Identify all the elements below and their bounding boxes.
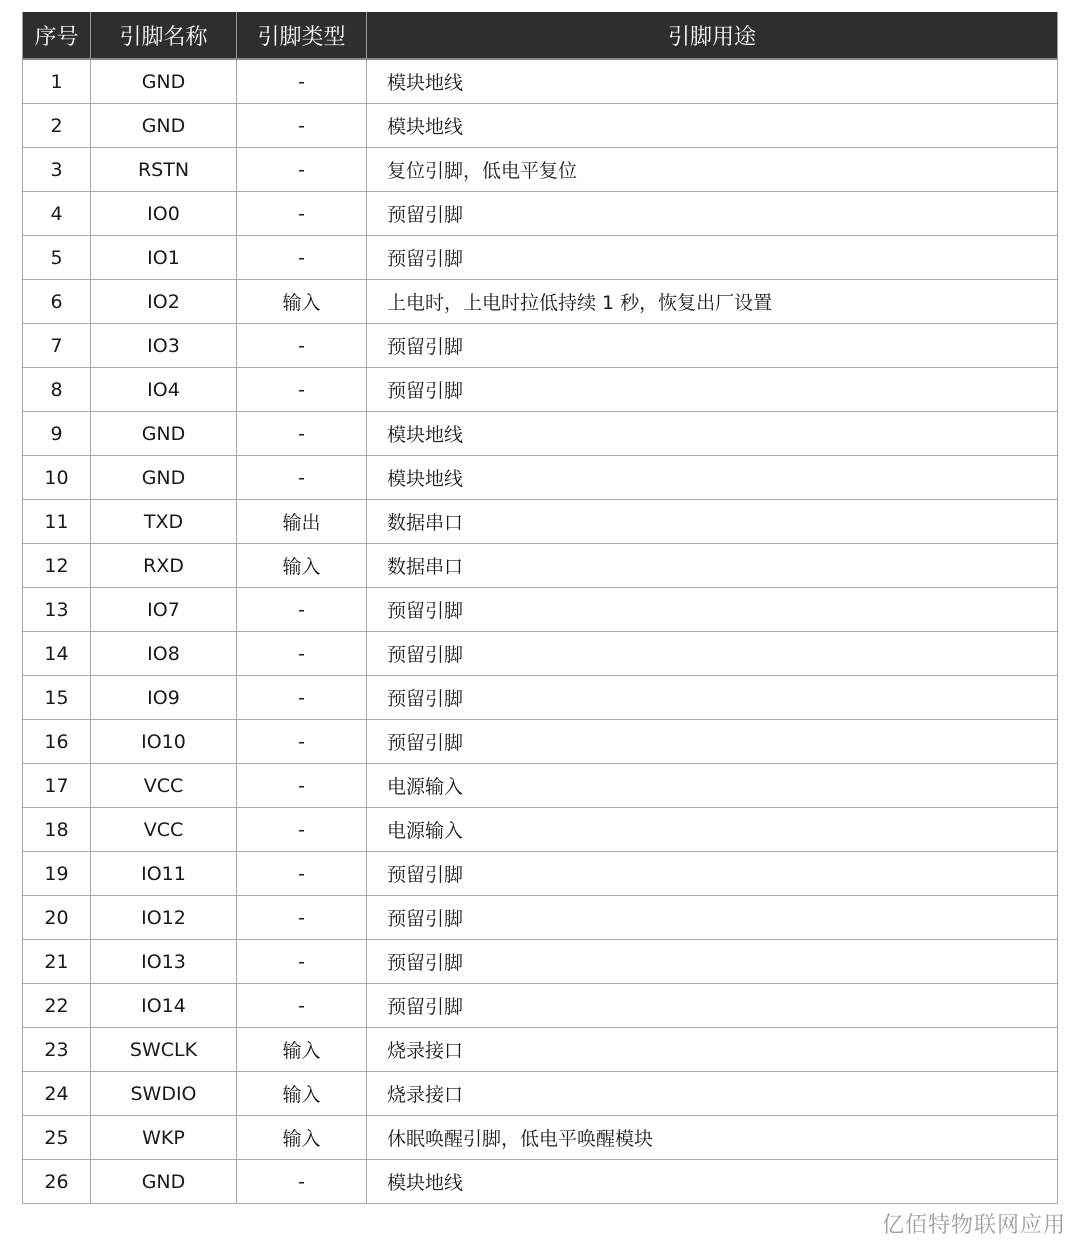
cell-serial-number: 26 [23,1160,91,1204]
header-pin-purpose: 引脚用途 [367,12,1058,59]
cell-pin-purpose: 预留引脚 [367,632,1058,676]
table-header [23,12,1058,59]
cell-pin-type: - [237,720,367,764]
cell-serial-number: 16 [23,720,91,764]
cell-pin-purpose: 预留引脚 [367,984,1058,1028]
cell-serial-number: 4 [23,192,91,236]
table-row [23,588,1058,632]
table-body [23,59,1058,1204]
cell-pin-purpose: 预留引脚 [367,324,1058,368]
cell-pin-name: GND [91,59,237,104]
table-row [23,896,1058,940]
cell-pin-purpose: 预留引脚 [367,720,1058,764]
cell-pin-purpose: 模块地线 [367,456,1058,500]
cell-pin-purpose: 预留引脚 [367,896,1058,940]
cell-pin-purpose: 模块地线 [367,104,1058,148]
cell-pin-name: VCC [91,764,237,808]
cell-pin-type: 输入 [237,1072,367,1116]
cell-pin-purpose: 电源输入 [367,808,1058,852]
cell-pin-name: SWDIO [91,1072,237,1116]
cell-pin-name: IO10 [91,720,237,764]
table-row [23,808,1058,852]
cell-pin-type: - [237,764,367,808]
cell-pin-type: - [237,808,367,852]
cell-pin-name: GND [91,456,237,500]
cell-pin-type: 输出 [237,500,367,544]
cell-serial-number: 14 [23,632,91,676]
cell-pin-name: WKP [91,1116,237,1160]
cell-serial-number: 5 [23,236,91,280]
cell-pin-type: - [237,59,367,104]
cell-serial-number: 10 [23,456,91,500]
cell-pin-type: - [237,104,367,148]
cell-pin-name: TXD [91,500,237,544]
table-row [23,1116,1058,1160]
cell-serial-number: 8 [23,368,91,412]
cell-pin-purpose: 上电时，上电时拉低持续 1 秒，恢复出厂设置 [367,280,1058,324]
table-row [23,59,1058,104]
cell-pin-type: - [237,236,367,280]
cell-pin-purpose: 模块地线 [367,1160,1058,1204]
cell-serial-number: 19 [23,852,91,896]
cell-pin-purpose: 电源输入 [367,764,1058,808]
cell-serial-number: 6 [23,280,91,324]
cell-pin-name: IO2 [91,280,237,324]
table-row [23,280,1058,324]
cell-pin-type: - [237,324,367,368]
cell-pin-type: - [237,852,367,896]
cell-pin-type: - [237,588,367,632]
cell-serial-number: 2 [23,104,91,148]
cell-pin-name: IO3 [91,324,237,368]
table-row [23,1072,1058,1116]
cell-pin-purpose: 数据串口 [367,544,1058,588]
cell-serial-number: 9 [23,412,91,456]
table-row [23,236,1058,280]
cell-pin-type: - [237,1160,367,1204]
table-row [23,324,1058,368]
cell-pin-name: IO13 [91,940,237,984]
table-row [23,676,1058,720]
cell-pin-type: 输入 [237,280,367,324]
header-pin-name: 引脚名称 [91,12,237,59]
cell-pin-purpose: 预留引脚 [367,588,1058,632]
cell-pin-purpose: 预留引脚 [367,852,1058,896]
cell-pin-name: SWCLK [91,1028,237,1072]
cell-pin-type: - [237,148,367,192]
table-row [23,456,1058,500]
cell-serial-number: 23 [23,1028,91,1072]
pin-table [22,12,1058,1204]
table-row [23,104,1058,148]
watermark: 亿佰特物联网应用 [881,1213,1066,1238]
cell-pin-name: GND [91,104,237,148]
cell-pin-name: IO1 [91,236,237,280]
cell-pin-type: - [237,456,367,500]
cell-serial-number: 15 [23,676,91,720]
cell-serial-number: 20 [23,896,91,940]
table-row [23,764,1058,808]
cell-serial-number: 25 [23,1116,91,1160]
cell-pin-purpose: 烧录接口 [367,1028,1058,1072]
table-row [23,852,1058,896]
cell-pin-type: - [237,676,367,720]
cell-pin-name: IO0 [91,192,237,236]
cell-serial-number: 13 [23,588,91,632]
table-row [23,632,1058,676]
cell-serial-number: 3 [23,148,91,192]
cell-pin-name: IO7 [91,588,237,632]
table-row [23,720,1058,764]
cell-serial-number: 12 [23,544,91,588]
cell-pin-purpose: 预留引脚 [367,940,1058,984]
cell-pin-name: GND [91,1160,237,1204]
cell-pin-purpose: 预留引脚 [367,676,1058,720]
cell-pin-purpose: 预留引脚 [367,368,1058,412]
cell-pin-name: IO9 [91,676,237,720]
cell-serial-number: 21 [23,940,91,984]
cell-pin-name: IO8 [91,632,237,676]
cell-pin-type: 输入 [237,544,367,588]
cell-serial-number: 22 [23,984,91,1028]
cell-pin-purpose: 数据串口 [367,500,1058,544]
table-row [23,1028,1058,1072]
cell-serial-number: 7 [23,324,91,368]
cell-pin-name: GND [91,412,237,456]
cell-pin-type: - [237,368,367,412]
cell-pin-purpose: 模块地线 [367,412,1058,456]
table-row [23,500,1058,544]
cell-serial-number: 24 [23,1072,91,1116]
cell-pin-type: - [237,192,367,236]
table-row [23,1160,1058,1204]
cell-serial-number: 1 [23,59,91,104]
table-row [23,984,1058,1028]
cell-pin-name: IO11 [91,852,237,896]
cell-pin-purpose: 预留引脚 [367,236,1058,280]
cell-pin-type: - [237,896,367,940]
cell-pin-name: RSTN [91,148,237,192]
cell-pin-name: VCC [91,808,237,852]
cell-pin-name: IO4 [91,368,237,412]
table-row [23,368,1058,412]
header-pin-type: 引脚类型 [237,12,367,59]
table-row [23,412,1058,456]
header-serial-number: 序号 [23,12,91,59]
cell-pin-type: 输入 [237,1116,367,1160]
table-row [23,544,1058,588]
cell-pin-type: 输入 [237,1028,367,1072]
cell-pin-purpose: 复位引脚，低电平复位 [367,148,1058,192]
cell-serial-number: 11 [23,500,91,544]
cell-pin-purpose: 烧录接口 [367,1072,1058,1116]
cell-pin-type: - [237,940,367,984]
table-row [23,148,1058,192]
cell-serial-number: 18 [23,808,91,852]
cell-pin-name: RXD [91,544,237,588]
cell-serial-number: 17 [23,764,91,808]
cell-pin-name: IO14 [91,984,237,1028]
table-row [23,940,1058,984]
cell-pin-purpose: 模块地线 [367,59,1058,104]
cell-pin-type: - [237,984,367,1028]
cell-pin-name: IO12 [91,896,237,940]
header-row [23,12,1058,59]
cell-pin-purpose: 休眠唤醒引脚，低电平唤醒模块 [367,1116,1058,1160]
table-row [23,192,1058,236]
cell-pin-type: - [237,632,367,676]
cell-pin-purpose: 预留引脚 [367,192,1058,236]
cell-pin-type: - [237,412,367,456]
